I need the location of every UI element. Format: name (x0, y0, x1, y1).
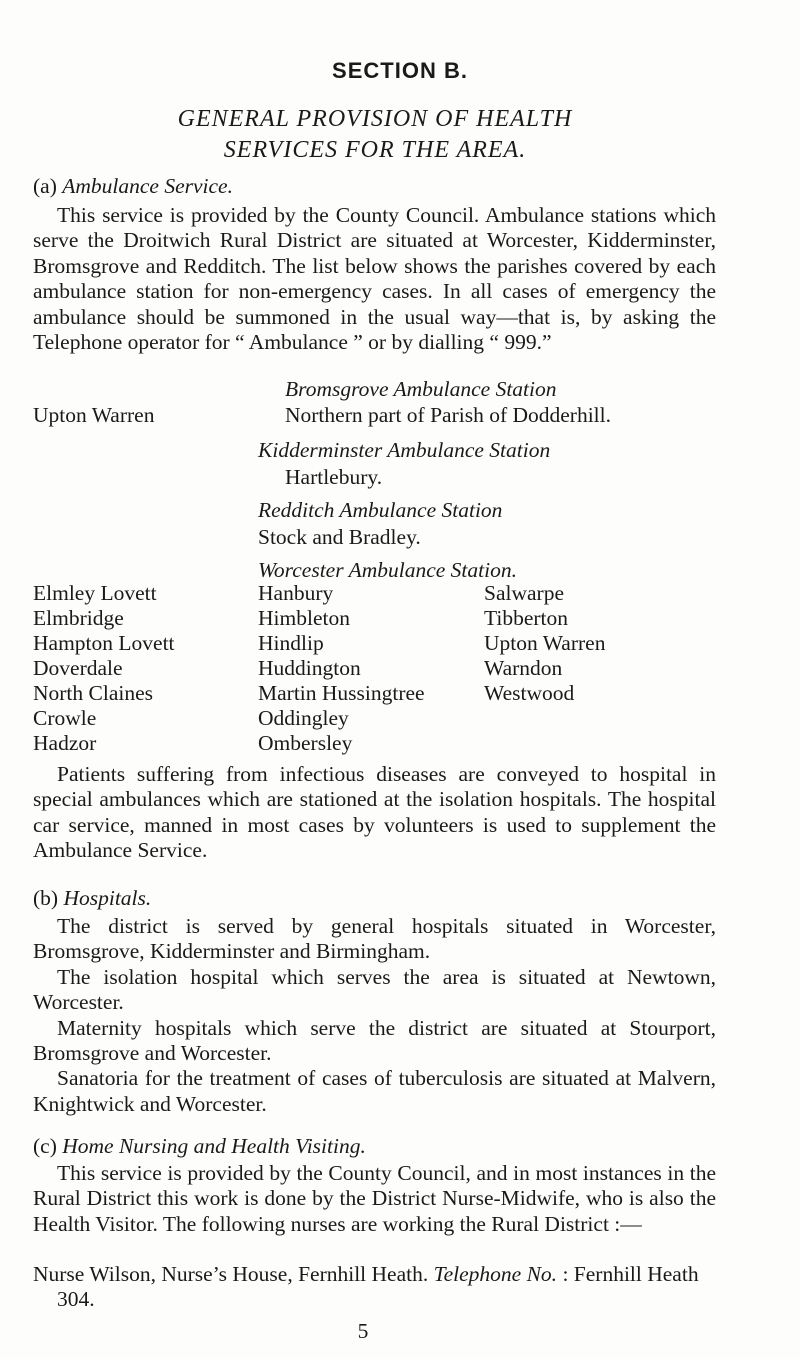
list-item: Huddington (258, 656, 361, 680)
list-item: Elmbridge (33, 606, 124, 630)
redditch-parish: Stock and Bradley. (258, 525, 421, 549)
nurse-entry (33, 1262, 716, 1313)
worcester-parish-column-3 (484, 581, 605, 706)
main-heading-line2: SERVICES FOR THE AREA. (223, 137, 527, 163)
hospitals-paragraph-general: The district is served by general hospitals situated in Worcester, Bromsgrove, Kidderminster and Birmingham. (33, 914, 716, 964)
nursing-intro-text: This service is provided by the County Council, and in most instances in the Rural District this work is done by the District Nurse-Midwife, who is also the Health Visitor. The following nurses are working the Rural District :— (33, 1161, 716, 1236)
bromsgrove-title: Bromsgrove Ambulance Station (285, 377, 557, 401)
hospitals-body (33, 914, 716, 1117)
bromsgrove-parish: Northern part of Parish of Dodderhill. (285, 403, 612, 427)
list-item: Doverdale (33, 656, 123, 680)
telephone-value: : Fernhill Heath 304. (57, 1262, 699, 1312)
kidderminster-title: Kidderminster Ambulance Station (258, 438, 551, 462)
nursing-heading (33, 1133, 366, 1160)
list-item: Upton Warren (484, 631, 606, 655)
list-item: Salwarpe (484, 581, 564, 605)
worcester-title: Worcester Ambulance Station. (258, 558, 517, 582)
redditch-title: Redditch Ambulance Station (258, 498, 503, 522)
hospitals-paragraph-maternity: Maternity hospitals which serve the district are situated at Stourport, Bromsgrove and Worcester. (33, 1015, 716, 1066)
list-item: Oddingley (258, 706, 349, 730)
ambulance-heading (33, 173, 233, 200)
ambulance-label: (a) (33, 174, 57, 198)
hospitals-paragraph-sanatoria: Sanatoria for the treatment of cases of tuberculosis are situated at Malvern, Knightwick and Worcester. (33, 1066, 716, 1116)
list-item: Westwood (484, 681, 575, 705)
list-item: Hindlip (258, 631, 324, 655)
infectious-paragraph (33, 762, 716, 864)
nursing-heading-text: Home Nursing and Health Visiting. (62, 1134, 366, 1158)
list-item: Warndon (484, 656, 563, 680)
list-item: Crowle (33, 706, 97, 730)
list-item: Ombersley (258, 731, 353, 755)
page-number: 5 (357, 1319, 369, 1343)
list-item: Hadzor (33, 731, 97, 755)
nursing-label: (c) (33, 1134, 57, 1158)
bromsgrove-left-parish: Upton Warren (33, 403, 155, 427)
infectious-text: Patients suffering from infectious diseases are conveyed to hospital in special ambulances which are stationed at the isolation hospitals. The hospital car service, manned in most cases by volunteers is used to supplement the Ambulance Service. (33, 762, 716, 863)
kidderminster-parish: Hartlebury. (285, 465, 383, 489)
section-title: SECTION B. (332, 58, 468, 83)
ambulance-intro-text: This service is provided by the County Council. Ambulance stations which serve the Droitwich Rural District are situated at Worcester, Kidderminster, Bromsgrove and Redditch. The list below shows the parishes covered by each ambulance station for non-emergency cases. In all cases of emergency the ambulance should be summoned in the usual way—that is, by asking the Telephone operator for “ Ambulance ” or by dialling “ 999.” (33, 203, 716, 355)
worcester-parish-column-1 (33, 581, 175, 756)
worcester-parish-column-2 (258, 581, 425, 756)
list-item: Hampton Lovett (33, 631, 175, 655)
hospitals-label: (b) (33, 886, 59, 910)
list-item: Himbleton (258, 606, 350, 630)
nurse-details: Nurse Wilson, Nurse’s House, Fernhill Heath. (33, 1262, 429, 1286)
telephone-label: Telephone No. (433, 1262, 558, 1286)
list-item: Hanbury (258, 581, 334, 605)
list-item: North Claines (33, 681, 154, 705)
ambulance-intro (33, 203, 716, 355)
hospitals-heading (33, 885, 151, 912)
ambulance-heading-text: Ambulance Service. (62, 174, 233, 198)
hospitals-heading-text: Hospitals. (63, 886, 152, 910)
hospitals-paragraph-isolation: The isolation hospital which serves the area is situated at Newtown, Worcester. (33, 964, 716, 1015)
list-item: Tibberton (484, 606, 569, 630)
list-item: Elmley Lovett (33, 581, 157, 605)
main-heading-line1: GENERAL PROVISION OF HEALTH (177, 106, 573, 132)
list-item: Martin Hussingtree (258, 681, 425, 705)
nursing-body (33, 1161, 716, 1237)
